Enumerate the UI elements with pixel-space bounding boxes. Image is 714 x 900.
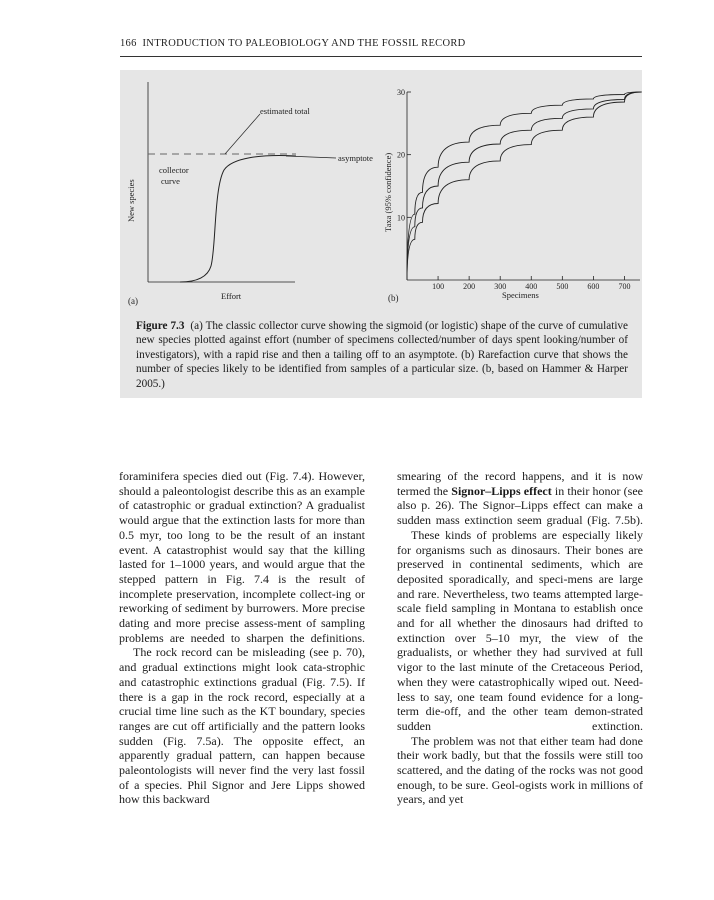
caption-label: Figure 7.3: [136, 320, 185, 332]
left-column: [119, 469, 365, 807]
collector-label-2: curve: [161, 176, 180, 186]
signor-lipps-term: Signor–Lipps effect: [451, 483, 552, 498]
page-number: 166: [120, 38, 137, 49]
y-tick-label: 10: [397, 213, 405, 223]
body-paragraph: [397, 469, 643, 528]
rarefaction-series-line: [407, 92, 642, 280]
panel-b-curves: [407, 92, 642, 280]
panel-b-y-ticks: [397, 88, 411, 222]
panel-b: [383, 88, 642, 303]
x-tick-label: 300: [494, 282, 507, 291]
asymptote-pointer: [286, 156, 336, 158]
x-tick-label: 700: [618, 282, 631, 291]
right-column: [397, 469, 643, 807]
caption-text: (a) The classic collector curve showing the sigmoid (or logistic) shape of the curve of cumulative new species plotted against effort (number of specimens collected/number of days spent looking/number of investigators), with a rapid rise and then a tailing off to an asymptote. (b) Rarefaction curve that shows the number of species likely to be identified from samples of a particular size. (b, based on Hammer & Harper 2005.): [136, 320, 628, 390]
panel-a-label: (a): [128, 296, 138, 306]
x-tick-label: 600: [587, 282, 600, 291]
y-tick-label: 20: [397, 150, 405, 160]
panel-b-label: (b): [388, 293, 399, 303]
panel-b-x-ticks: [432, 276, 630, 291]
running-title: INTRODUCTION TO PALEOBIOLOGY AND THE FOSSIL RECORD: [142, 38, 466, 49]
y-tick-label: 30: [397, 88, 405, 97]
x-tick-label: 500: [556, 282, 569, 291]
body-paragraph: foraminifera species died out (Fig. 7.4). However, should a paleontologist describe this as an example of catastrophic or gradual extinction? A gradualist would argue that the extinction lasts for more than 0.5 myr, too long to be the result of an instant event. A catastrophist would say that the killing lasted for 1–1000 years, and would argue that the stepped pattern in Fig. 7.4 is the result of incomplete preservation, incomplete collect-ing or reworking of sediment by burrowers. More precise dating and more precise assess-ment of sampling problems are needed to sharpen the definitions.: [119, 469, 365, 645]
estimated-total-pointer: [225, 114, 260, 154]
estimated-total-label: estimated total: [260, 106, 310, 116]
panel-a: [126, 82, 373, 306]
body-paragraph: These kinds of problems are especially likely for organisms such as dinosaurs. Their bones are preserved in continental sediments, which are deposited sporadically, and speci-mens are large and rare. Nevertheless, two teams attempted large-scale field sampling in Montana to establish once and for all whether the dinosaurs had drifted to extinction over 5–10 myr, the view of the gradualists, or whether they had survived at full vigor to the last minute of the Cretaceous Period, when they were catastrophically wiped out. Need-less to say, one team found evidence for a long-term die-off, and the other team demon-strated sudden extinction.: [397, 527, 643, 733]
panel-a-ylabel: New species: [126, 179, 136, 222]
rarefaction-series-line: [407, 92, 642, 280]
body-paragraph: The rock record can be misleading (see p. 70), and gradual extinctions might look cata-strophic and catastrophic extinctions gradual (Fig. 7.5). If there is a gap in the rock record, especially at a crucial time line such as the KT boundary, species ranges are cut off artificially and the pattern looks sudden (Fig. 7.5a). The opposite effect, an apparently gradual pattern, can happen because paleontologists will never find the very last fossil of a species. Phil Signor and Jere Lipps showed how this backward: [119, 645, 365, 807]
panel-b-xlabel: Specimens: [502, 290, 539, 300]
body-text: smearing of the record happens, and it is now termed the: [397, 469, 643, 498]
collector-label-1: collector: [159, 165, 189, 175]
rarefaction-series-line: [407, 92, 642, 280]
body-text: in their honor (see also p. 26). The Signor–Lipps effect can make a sudden mass extinction seem gradual (Fig. 7.5b).: [397, 483, 643, 528]
x-tick-label: 100: [432, 282, 445, 291]
collector-curve: [180, 156, 296, 282]
running-head: [120, 38, 640, 49]
figure-caption: [136, 319, 628, 391]
panel-b-ylabel: Taxa (95% confidence): [383, 152, 393, 232]
x-tick-label: 200: [463, 282, 476, 291]
body-paragraph: The problem was not that either team had done their work badly, but that the fossils were still too scattered, and the dating of the rocks was not good enough, to be sure. Geol-ogists work in millions of years, and yet: [397, 733, 643, 807]
panel-a-xlabel: Effort: [221, 291, 242, 301]
x-tick-label: 400: [525, 282, 538, 291]
asymptote-label: asymptote: [338, 153, 373, 163]
figure-7-3: [120, 70, 642, 398]
header-rule: [120, 56, 642, 57]
